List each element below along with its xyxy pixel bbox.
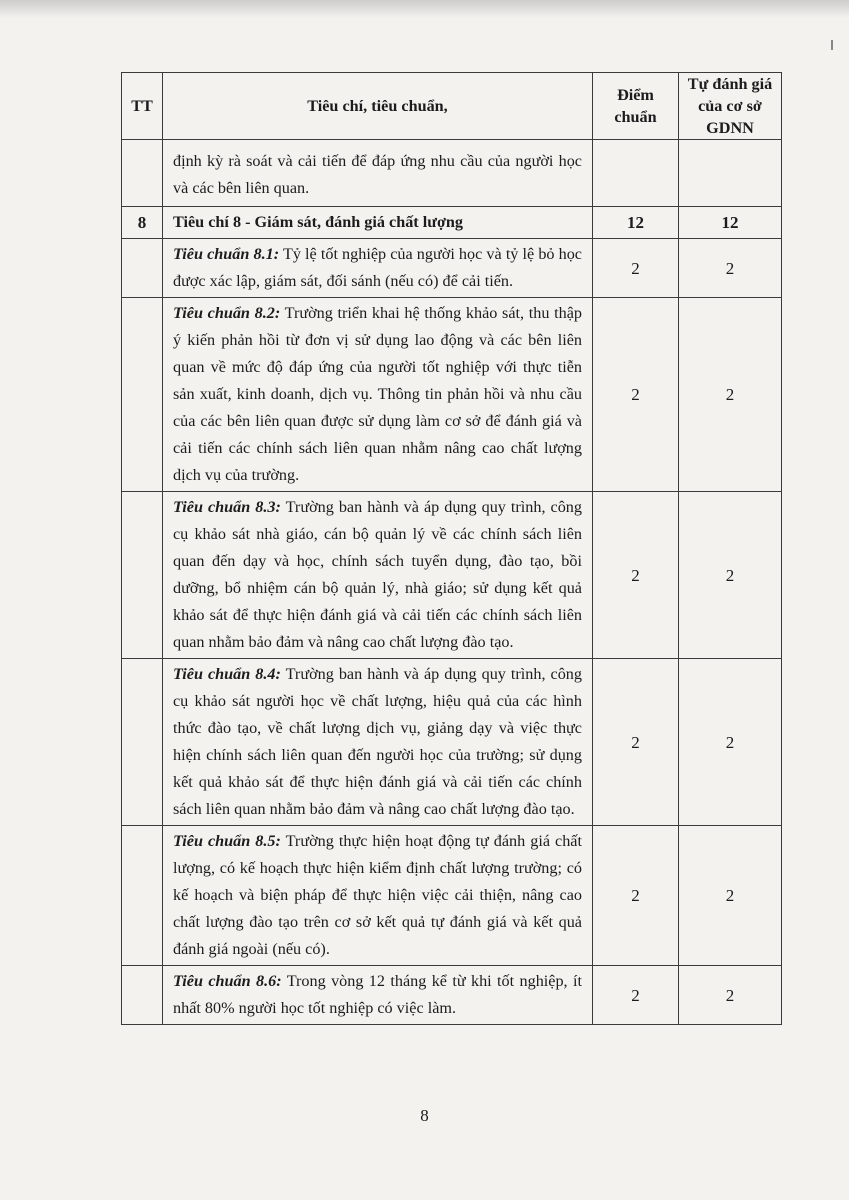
header-tt: TT	[122, 73, 163, 140]
page-number: 8	[420, 1106, 429, 1125]
table-header-row	[122, 73, 782, 140]
standard-row	[122, 239, 782, 298]
continuation-row	[122, 140, 782, 207]
standard-label: Tiêu chuẩn 8.1:	[173, 245, 280, 263]
tt-cell	[122, 826, 163, 966]
self-score: 2	[679, 659, 782, 826]
self-score: 2	[679, 492, 782, 659]
standard-description	[163, 239, 593, 298]
header-self-assessment: Tự đánh giá của cơ sở GDNN	[679, 73, 782, 140]
standard-score: 2	[593, 659, 679, 826]
standard-label: Tiêu chuẩn 8.6:	[173, 972, 282, 990]
standard-row	[122, 659, 782, 826]
tt-cell	[122, 140, 163, 207]
standard-text: Tỷ lệ tốt nghiệp của người học và tỷ lệ bỏ học được xác lập, giám sát, đối sánh (nếu có) để cải tiến.	[173, 245, 582, 290]
standard-score: 2	[593, 492, 679, 659]
standard-description	[163, 966, 593, 1025]
tt-cell	[122, 659, 163, 826]
tt-cell	[122, 966, 163, 1025]
criterion-row	[122, 207, 782, 239]
continuation-text: định kỳ rà soát và cải tiến để đáp ứng nhu cầu của người học và các bên liên quan.	[163, 140, 593, 207]
standard-text: Trong vòng 12 tháng kể từ khi tốt nghiệp, ít nhất 80% người học tốt nghiệp có việc làm.	[173, 972, 582, 1017]
self-score: 2	[679, 298, 782, 492]
standard-row	[122, 492, 782, 659]
standard-score: 2	[593, 966, 679, 1025]
standard-row	[122, 826, 782, 966]
self-score: 2	[679, 826, 782, 966]
self-score: 2	[679, 966, 782, 1025]
standard-description	[163, 659, 593, 826]
standard-label: Tiêu chuẩn 8.5:	[173, 832, 281, 850]
standard-label: Tiêu chuẩn 8.2:	[173, 304, 281, 322]
standard-description	[163, 826, 593, 966]
tt-cell	[122, 239, 163, 298]
standard-label: Tiêu chuẩn 8.4:	[173, 665, 281, 683]
tt-cell	[122, 298, 163, 492]
standard-row	[122, 966, 782, 1025]
scan-top-shadow	[0, 0, 849, 18]
tt-cell	[122, 492, 163, 659]
standard-score: 2	[593, 239, 679, 298]
header-criteria: Tiêu chí, tiêu chuẩn,	[163, 73, 593, 140]
standard-description	[163, 492, 593, 659]
standard-score-cell	[593, 140, 679, 207]
criterion-standard-score: 12	[593, 207, 679, 239]
self-score-cell	[679, 140, 782, 207]
standard-score: 2	[593, 826, 679, 966]
self-score: 2	[679, 239, 782, 298]
header-standard-score: Điểm chuẩn	[593, 73, 679, 140]
criterion-self-score: 12	[679, 207, 782, 239]
scan-mark	[831, 40, 833, 50]
standard-text: Trường ban hành và áp dụng quy trình, công cụ khảo sát nhà giáo, cán bộ quản lý về các chính sách liên quan đến dạy và học, chính sách tuyển dụng, đào tạo, bồi dưỡng, bổ nhiệm cán bộ quản lý, nhà giáo; sử dụng kết quả khảo sát để thực hiện đánh giá và cải tiến các chính sách liên quan nhằm bảo đảm và nâng cao chất lượng đào tạo.	[173, 498, 582, 651]
criterion-number: 8	[122, 207, 163, 239]
standard-score: 2	[593, 298, 679, 492]
standard-description	[163, 298, 593, 492]
standard-label: Tiêu chuẩn 8.3:	[173, 498, 281, 516]
standard-text: Trường triển khai hệ thống khảo sát, thu thập ý kiến phản hồi từ đơn vị sử dụng lao động và các bên liên quan về mức độ đáp ứng của người tốt nghiệp với thực tiễn sản xuất, kinh doanh, dịch vụ. Thông tin phản hồi và nhu cầu của các bên liên quan được sử dụng làm cơ sở để đánh giá và cải tiến các chính sách liên quan nhằm nâng cao chất lượng dịch vụ của trường.	[173, 304, 582, 484]
standard-text: Trường ban hành và áp dụng quy trình, công cụ khảo sát người học về chất lượng, hiệu quả của các hình thức đào tạo, về chất lượng dịch vụ, giảng dạy và việc thực hiện chính sách liên quan đến người học của trường; sử dụng kết quả khảo sát để thực hiện đánh giá và cải tiến các chính sách liên quan nhằm bảo đảm và nâng cao chất lượng đào tạo.	[173, 665, 582, 818]
criteria-table	[121, 72, 782, 1025]
standard-text: Trường thực hiện hoạt động tự đánh giá chất lượng, có kế hoạch thực hiện kiểm định chất lượng trường; có kế hoạch và biện pháp để thực hiện việc cải thiện, nâng cao chất lượng đào tạo trên cơ sở kết quả tự đánh giá và kết quả đánh giá ngoài (nếu có).	[173, 832, 582, 958]
criterion-title: Tiêu chí 8 - Giám sát, đánh giá chất lượng	[163, 207, 593, 239]
standard-row	[122, 298, 782, 492]
